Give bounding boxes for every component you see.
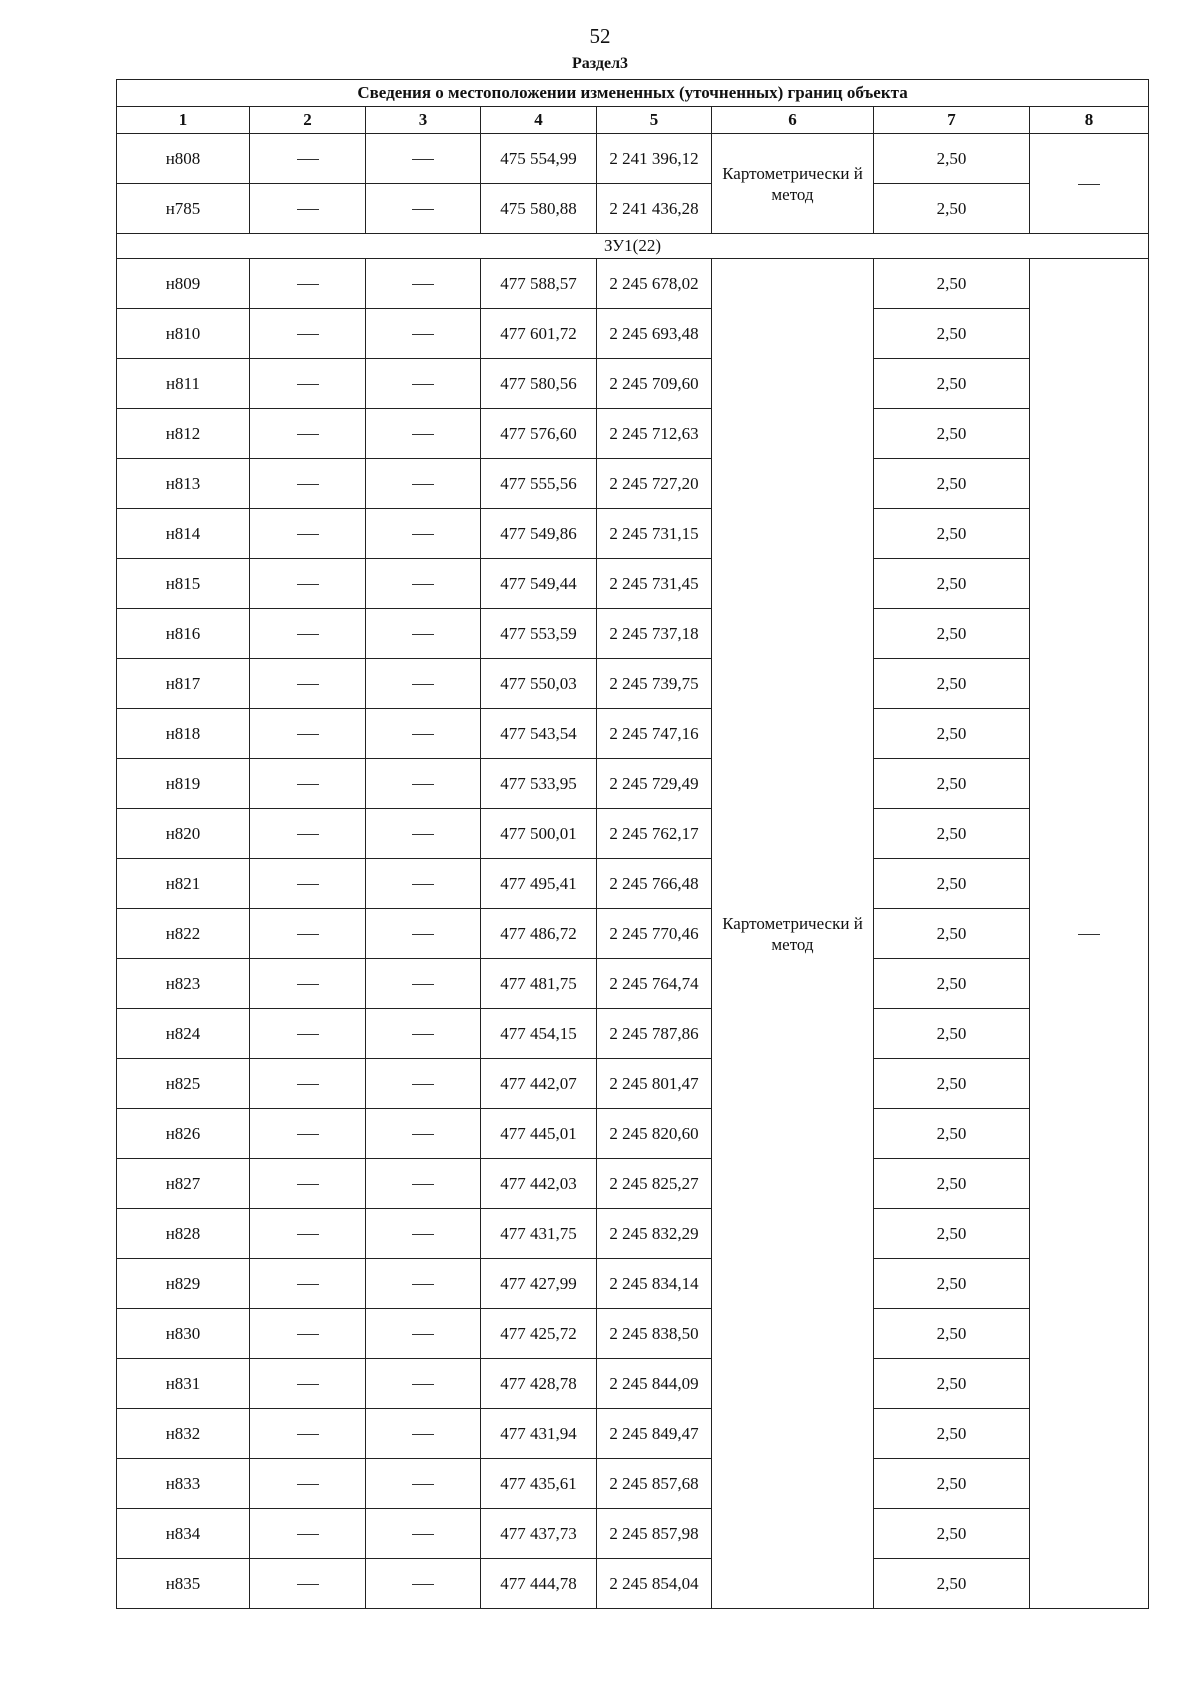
- table-row: [117, 1059, 1149, 1109]
- x-coordinate: 477 425,72: [481, 1309, 597, 1359]
- y-coordinate: 2 241 396,12: [597, 134, 712, 184]
- point-name: н828: [117, 1209, 250, 1259]
- accuracy-value: 2,50: [874, 559, 1030, 609]
- dash-mark: [412, 884, 434, 885]
- x-coordinate: 477 481,75: [481, 959, 597, 1009]
- dash-mark: [297, 1434, 319, 1435]
- column-number: 7: [874, 107, 1030, 134]
- point-name: н785: [117, 184, 250, 234]
- empty-value: [366, 709, 481, 759]
- boundary-table: [116, 79, 1149, 1609]
- dash-mark: [412, 284, 434, 285]
- y-coordinate: 2 245 857,98: [597, 1509, 712, 1559]
- dash-mark: [297, 159, 319, 160]
- dash-mark: [297, 1134, 319, 1135]
- dash-mark: [412, 784, 434, 785]
- empty-value: [366, 509, 481, 559]
- accuracy-value: 2,50: [874, 1209, 1030, 1259]
- empty-value: [250, 959, 366, 1009]
- empty-value: [250, 1559, 366, 1609]
- y-coordinate: 2 245 844,09: [597, 1359, 712, 1409]
- y-coordinate: 2 245 709,60: [597, 359, 712, 409]
- empty-value: [366, 1509, 481, 1559]
- empty-value: [1030, 134, 1149, 234]
- accuracy-value: 2,50: [874, 1109, 1030, 1159]
- point-name: н811: [117, 359, 250, 409]
- x-coordinate: 477 543,54: [481, 709, 597, 759]
- empty-value: [366, 1209, 481, 1259]
- accuracy-value: 2,50: [874, 409, 1030, 459]
- accuracy-value: 2,50: [874, 809, 1030, 859]
- accuracy-value: 2,50: [874, 1509, 1030, 1559]
- dash-mark: [412, 584, 434, 585]
- empty-value: [366, 259, 481, 309]
- dash-mark: [1078, 184, 1100, 185]
- empty-value: [366, 959, 481, 1009]
- group-label-row: [117, 234, 1149, 259]
- empty-value: [366, 1159, 481, 1209]
- dash-mark: [297, 534, 319, 535]
- accuracy-value: 2,50: [874, 1459, 1030, 1509]
- empty-value: [366, 1059, 481, 1109]
- accuracy-value: 2,50: [874, 509, 1030, 559]
- empty-value: [250, 259, 366, 309]
- table-row: [117, 959, 1149, 1009]
- empty-value: [366, 1459, 481, 1509]
- dash-mark: [297, 634, 319, 635]
- y-coordinate: 2 245 832,29: [597, 1209, 712, 1259]
- y-coordinate: 2 245 729,49: [597, 759, 712, 809]
- table-row: [117, 184, 1149, 234]
- empty-value: [250, 134, 366, 184]
- dash-mark: [412, 1584, 434, 1585]
- point-name: н819: [117, 759, 250, 809]
- accuracy-value: 2,50: [874, 359, 1030, 409]
- dash-mark: [412, 1184, 434, 1185]
- x-coordinate: 477 555,56: [481, 459, 597, 509]
- y-coordinate: 2 245 834,14: [597, 1259, 712, 1309]
- x-coordinate: 477 428,78: [481, 1359, 597, 1409]
- section-title: Раздел3: [571, 55, 629, 72]
- table-row: [117, 1559, 1149, 1609]
- accuracy-value: 2,50: [874, 259, 1030, 309]
- table-row: [117, 859, 1149, 909]
- empty-value: [366, 1359, 481, 1409]
- empty-value: [250, 184, 366, 234]
- empty-value: [250, 809, 366, 859]
- point-name: н830: [117, 1309, 250, 1359]
- page-number: 52: [589, 24, 611, 48]
- dash-mark: [412, 209, 434, 210]
- accuracy-value: 2,50: [874, 659, 1030, 709]
- point-name: н823: [117, 959, 250, 1009]
- empty-value: [366, 459, 481, 509]
- empty-value: [250, 1509, 366, 1559]
- empty-value: [250, 609, 366, 659]
- method-cell: Картометрически й метод: [712, 259, 874, 1609]
- dash-mark: [297, 1034, 319, 1035]
- dash-mark: [412, 1084, 434, 1085]
- dash-mark: [297, 684, 319, 685]
- accuracy-value: 2,50: [874, 1059, 1030, 1109]
- table-row: [117, 1309, 1149, 1359]
- point-name: н818: [117, 709, 250, 759]
- empty-value: [250, 509, 366, 559]
- accuracy-value: 2,50: [874, 1159, 1030, 1209]
- point-name: н829: [117, 1259, 250, 1309]
- x-coordinate: 477 444,78: [481, 1559, 597, 1609]
- accuracy-value: 2,50: [874, 909, 1030, 959]
- empty-value: [366, 1109, 481, 1159]
- accuracy-value: 2,50: [874, 184, 1030, 234]
- point-name: н831: [117, 1359, 250, 1409]
- y-coordinate: 2 245 857,68: [597, 1459, 712, 1509]
- point-name: н816: [117, 609, 250, 659]
- dash-mark: [412, 1534, 434, 1535]
- y-coordinate: 2 245 801,47: [597, 1059, 712, 1109]
- dash-mark: [297, 1284, 319, 1285]
- accuracy-value: 2,50: [874, 859, 1030, 909]
- dash-mark: [412, 834, 434, 835]
- y-coordinate: 2 245 838,50: [597, 1309, 712, 1359]
- dash-mark: [297, 1484, 319, 1485]
- dash-mark: [297, 1334, 319, 1335]
- point-name: н812: [117, 409, 250, 459]
- table-row: [117, 909, 1149, 959]
- x-coordinate: 477 601,72: [481, 309, 597, 359]
- y-coordinate: 2 245 747,16: [597, 709, 712, 759]
- dash-mark: [412, 1034, 434, 1035]
- empty-value: [250, 359, 366, 409]
- point-name: н825: [117, 1059, 250, 1109]
- empty-value: [250, 409, 366, 459]
- point-name: н808: [117, 134, 250, 184]
- dash-mark: [297, 884, 319, 885]
- table-row: [117, 1459, 1149, 1509]
- dash-mark: [297, 209, 319, 210]
- table-row: [117, 1009, 1149, 1059]
- point-name: н821: [117, 859, 250, 909]
- x-coordinate: 477 427,99: [481, 1259, 597, 1309]
- y-coordinate: 2 245 764,74: [597, 959, 712, 1009]
- empty-value: [250, 1009, 366, 1059]
- empty-value: [366, 1559, 481, 1609]
- x-coordinate: 477 500,01: [481, 809, 597, 859]
- accuracy-value: 2,50: [874, 1559, 1030, 1609]
- point-name: н834: [117, 1509, 250, 1559]
- method-cell: Картометрически й метод: [712, 134, 874, 234]
- empty-value: [250, 1059, 366, 1109]
- point-name: н820: [117, 809, 250, 859]
- table-row: [117, 134, 1149, 184]
- dash-mark: [412, 734, 434, 735]
- point-name: н815: [117, 559, 250, 609]
- point-name: н835: [117, 1559, 250, 1609]
- empty-value: [250, 859, 366, 909]
- accuracy-value: 2,50: [874, 1309, 1030, 1359]
- empty-value: [366, 1309, 481, 1359]
- dash-mark: [412, 384, 434, 385]
- y-coordinate: 2 245 825,27: [597, 1159, 712, 1209]
- table-row: [117, 1259, 1149, 1309]
- accuracy-value: 2,50: [874, 459, 1030, 509]
- y-coordinate: 2 245 693,48: [597, 309, 712, 359]
- empty-value: [250, 909, 366, 959]
- y-coordinate: 2 245 766,48: [597, 859, 712, 909]
- point-name: н832: [117, 1409, 250, 1459]
- accuracy-value: 2,50: [874, 134, 1030, 184]
- x-coordinate: 477 549,86: [481, 509, 597, 559]
- x-coordinate: 477 437,73: [481, 1509, 597, 1559]
- accuracy-value: 2,50: [874, 609, 1030, 659]
- dash-mark: [297, 734, 319, 735]
- empty-value: [250, 1209, 366, 1259]
- dash-mark: [297, 1534, 319, 1535]
- dash-mark: [1078, 934, 1100, 935]
- empty-value: [250, 1409, 366, 1459]
- y-coordinate: 2 245 731,15: [597, 509, 712, 559]
- table-row: [117, 359, 1149, 409]
- accuracy-value: 2,50: [874, 1009, 1030, 1059]
- column-number: 2: [250, 107, 366, 134]
- x-coordinate: 477 454,15: [481, 1009, 597, 1059]
- dash-mark: [297, 584, 319, 585]
- dash-mark: [297, 1184, 319, 1185]
- empty-value: [250, 759, 366, 809]
- table-row: [117, 559, 1149, 609]
- group-label: ЗУ1(22): [117, 234, 1149, 259]
- empty-value: [250, 1309, 366, 1359]
- x-coordinate: 477 533,95: [481, 759, 597, 809]
- dash-mark: [412, 434, 434, 435]
- dash-mark: [297, 1584, 319, 1585]
- dash-mark: [297, 434, 319, 435]
- empty-value: [366, 1009, 481, 1059]
- empty-value: [366, 609, 481, 659]
- accuracy-value: 2,50: [874, 709, 1030, 759]
- dash-mark: [297, 934, 319, 935]
- dash-mark: [412, 634, 434, 635]
- column-number: 8: [1030, 107, 1149, 134]
- empty-value: [366, 659, 481, 709]
- column-number: 3: [366, 107, 481, 134]
- dash-mark: [297, 1234, 319, 1235]
- x-coordinate: 477 442,07: [481, 1059, 597, 1109]
- x-coordinate: 477 580,56: [481, 359, 597, 409]
- empty-value: [250, 309, 366, 359]
- empty-value: [1030, 259, 1149, 1609]
- dash-mark: [412, 534, 434, 535]
- table-row: [117, 509, 1149, 559]
- empty-value: [250, 459, 366, 509]
- x-coordinate: 477 553,59: [481, 609, 597, 659]
- point-name: н827: [117, 1159, 250, 1209]
- empty-value: [366, 134, 481, 184]
- empty-value: [366, 809, 481, 859]
- dash-mark: [297, 334, 319, 335]
- empty-value: [366, 1409, 481, 1459]
- empty-value: [366, 859, 481, 909]
- table-row: [117, 1409, 1149, 1459]
- y-coordinate: 2 245 770,46: [597, 909, 712, 959]
- column-number: 4: [481, 107, 597, 134]
- table-row: [117, 1209, 1149, 1259]
- point-name: н817: [117, 659, 250, 709]
- empty-value: [250, 1109, 366, 1159]
- x-coordinate: 475 580,88: [481, 184, 597, 234]
- table-row: [117, 459, 1149, 509]
- dash-mark: [412, 984, 434, 985]
- dash-mark: [412, 1284, 434, 1285]
- x-coordinate: 475 554,99: [481, 134, 597, 184]
- accuracy-value: 2,50: [874, 759, 1030, 809]
- x-coordinate: 477 431,94: [481, 1409, 597, 1459]
- point-name: н833: [117, 1459, 250, 1509]
- dash-mark: [297, 484, 319, 485]
- column-number: 6: [712, 107, 874, 134]
- dash-mark: [412, 1134, 434, 1135]
- table-row: [117, 1509, 1149, 1559]
- point-name: н822: [117, 909, 250, 959]
- x-coordinate: 477 495,41: [481, 859, 597, 909]
- x-coordinate: 477 442,03: [481, 1159, 597, 1209]
- dash-mark: [297, 384, 319, 385]
- empty-value: [250, 1459, 366, 1509]
- dash-mark: [412, 1234, 434, 1235]
- table-row: [117, 709, 1149, 759]
- dash-mark: [297, 834, 319, 835]
- dash-mark: [297, 284, 319, 285]
- table-row: [117, 1159, 1149, 1209]
- table-row: [117, 309, 1149, 359]
- dash-mark: [297, 1384, 319, 1385]
- accuracy-value: 2,50: [874, 959, 1030, 1009]
- dash-mark: [412, 1384, 434, 1385]
- point-name: н813: [117, 459, 250, 509]
- dash-mark: [412, 684, 434, 685]
- dash-mark: [297, 784, 319, 785]
- empty-value: [366, 1259, 481, 1309]
- y-coordinate: 2 241 436,28: [597, 184, 712, 234]
- y-coordinate: 2 245 739,75: [597, 659, 712, 709]
- y-coordinate: 2 245 727,20: [597, 459, 712, 509]
- x-coordinate: 477 486,72: [481, 909, 597, 959]
- y-coordinate: 2 245 737,18: [597, 609, 712, 659]
- table-caption: Сведения о местоположении измененных (уточненных) границ объекта: [117, 80, 1149, 107]
- dash-mark: [412, 934, 434, 935]
- empty-value: [366, 909, 481, 959]
- dash-mark: [412, 1434, 434, 1435]
- empty-value: [366, 359, 481, 409]
- x-coordinate: 477 549,44: [481, 559, 597, 609]
- empty-value: [250, 559, 366, 609]
- point-name: н824: [117, 1009, 250, 1059]
- y-coordinate: 2 245 787,86: [597, 1009, 712, 1059]
- x-coordinate: 477 550,03: [481, 659, 597, 709]
- x-coordinate: 477 431,75: [481, 1209, 597, 1259]
- empty-value: [366, 559, 481, 609]
- empty-value: [250, 1159, 366, 1209]
- table-row: [117, 609, 1149, 659]
- table-row: [117, 1109, 1149, 1159]
- dash-mark: [412, 159, 434, 160]
- table-row: [117, 809, 1149, 859]
- column-numbers-row: [117, 107, 1149, 134]
- empty-value: [250, 1359, 366, 1409]
- accuracy-value: 2,50: [874, 309, 1030, 359]
- dash-mark: [412, 1484, 434, 1485]
- dash-mark: [412, 484, 434, 485]
- x-coordinate: 477 435,61: [481, 1459, 597, 1509]
- point-name: н826: [117, 1109, 250, 1159]
- y-coordinate: 2 245 712,63: [597, 409, 712, 459]
- accuracy-value: 2,50: [874, 1409, 1030, 1459]
- accuracy-value: 2,50: [874, 1259, 1030, 1309]
- table-caption-row: [117, 80, 1149, 107]
- column-number: 5: [597, 107, 712, 134]
- empty-value: [366, 309, 481, 359]
- table-row: [117, 259, 1149, 309]
- dash-mark: [412, 1334, 434, 1335]
- dash-mark: [297, 984, 319, 985]
- dash-mark: [297, 1084, 319, 1085]
- empty-value: [250, 709, 366, 759]
- x-coordinate: 477 576,60: [481, 409, 597, 459]
- empty-value: [250, 659, 366, 709]
- accuracy-value: 2,50: [874, 1359, 1030, 1409]
- table-row: [117, 659, 1149, 709]
- point-name: н810: [117, 309, 250, 359]
- empty-value: [250, 1259, 366, 1309]
- table-row: [117, 1359, 1149, 1409]
- empty-value: [366, 409, 481, 459]
- x-coordinate: 477 588,57: [481, 259, 597, 309]
- dash-mark: [412, 334, 434, 335]
- y-coordinate: 2 245 762,17: [597, 809, 712, 859]
- empty-value: [366, 184, 481, 234]
- table-row: [117, 409, 1149, 459]
- y-coordinate: 2 245 678,02: [597, 259, 712, 309]
- y-coordinate: 2 245 849,47: [597, 1409, 712, 1459]
- y-coordinate: 2 245 731,45: [597, 559, 712, 609]
- column-number: 1: [117, 107, 250, 134]
- y-coordinate: 2 245 820,60: [597, 1109, 712, 1159]
- empty-value: [366, 759, 481, 809]
- point-name: н814: [117, 509, 250, 559]
- y-coordinate: 2 245 854,04: [597, 1559, 712, 1609]
- table-row: [117, 759, 1149, 809]
- point-name: н809: [117, 259, 250, 309]
- x-coordinate: 477 445,01: [481, 1109, 597, 1159]
